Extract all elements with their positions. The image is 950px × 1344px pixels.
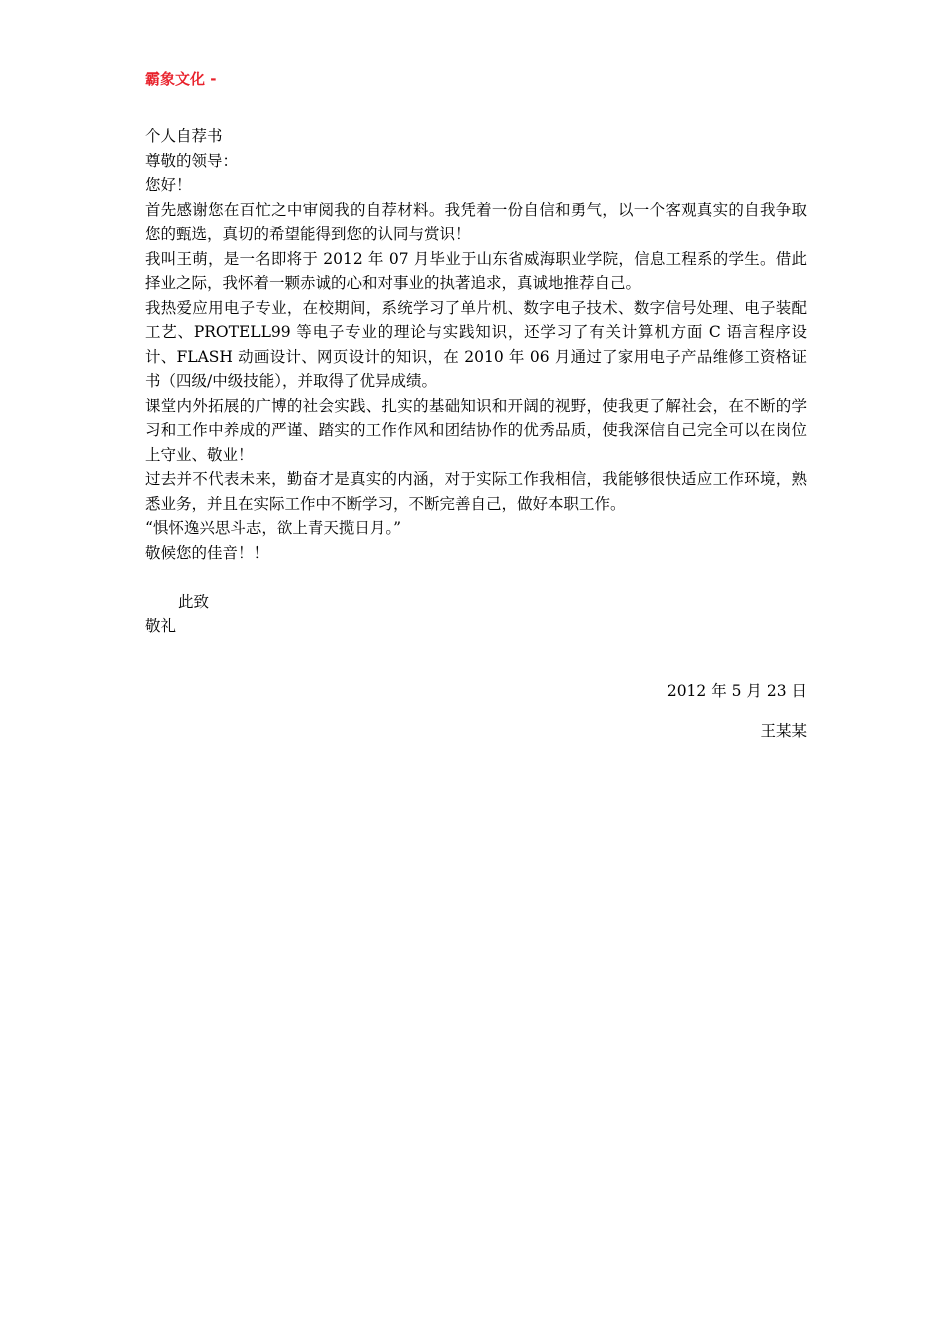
closing-wish: 敬候您的佳音！！ <box>145 543 270 562</box>
letter-date: 2012 年 5 月 23 日 <box>666 681 807 700</box>
paragraph-intro: 首先感谢您在百忙之中审阅我的自荐材料。我凭着一份自信和勇气，以一个客观真实的自我争取您的甄选，真切的希望能得到您的认同与赏识！ <box>145 200 807 243</box>
letter-title: 个人自荐书 <box>145 127 223 145</box>
paragraph-skills: 我热爱应用电子专业，在校期间，系统学习了单片机、数字电子技术、数字信号处理、电子装配工艺、PROTELL99 等电子专业的理论与实践知识，还学习了有关计算机方面 C 语言程序设计、FLASH 动画设计、网页设计的知识，在 2010 年 06 月通过了家用电子产品维修工资格证书（四级/中级技能），并取得了优异成绩。 <box>145 298 807 390</box>
letter-body <box>145 124 807 759</box>
paragraph-self-introduction: 我叫王萌，是一名即将于 2012 年 07 月毕业于山东省威海职业学院，信息工程系的学生。借此择业之际，我怀着一颗赤诚的心和对事业的执著追求，真诚地推荐自己。 <box>145 249 807 292</box>
blank-line <box>145 565 807 590</box>
closing-jingli: 敬礼 <box>145 617 177 635</box>
paragraph-commitment: 过去并不代表未来，勤奋才是真实的内涵，对于实际工作我相信，我能够很快适应工作环境，熟悉业务，并且在实际工作中不断学习，不断完善自己，做好本职工作。 <box>145 470 807 513</box>
header-brand-mark: 霸象文化 - <box>145 70 217 88</box>
paragraph-practice: 课堂内外拓展的广博的社会实践、扎实的基础知识和开阔的视野，使我更了解社会，在不断的学习和工作中养成的严谨、踏实的工作作风和团结协作的优秀品质，使我深信自己完全可以在岗位上守业、敬业！ <box>145 396 807 464</box>
letter-quote: “惧怀逸兴思斗志，欲上青天揽日月。” <box>145 519 402 537</box>
letter-salutation: 尊敬的领导： <box>145 151 239 170</box>
blank-line <box>145 639 807 664</box>
letter-greeting: 您好！ <box>145 176 192 194</box>
closing-cizhi: 此致 <box>178 592 210 611</box>
letter-signature: 王某某 <box>760 721 807 740</box>
